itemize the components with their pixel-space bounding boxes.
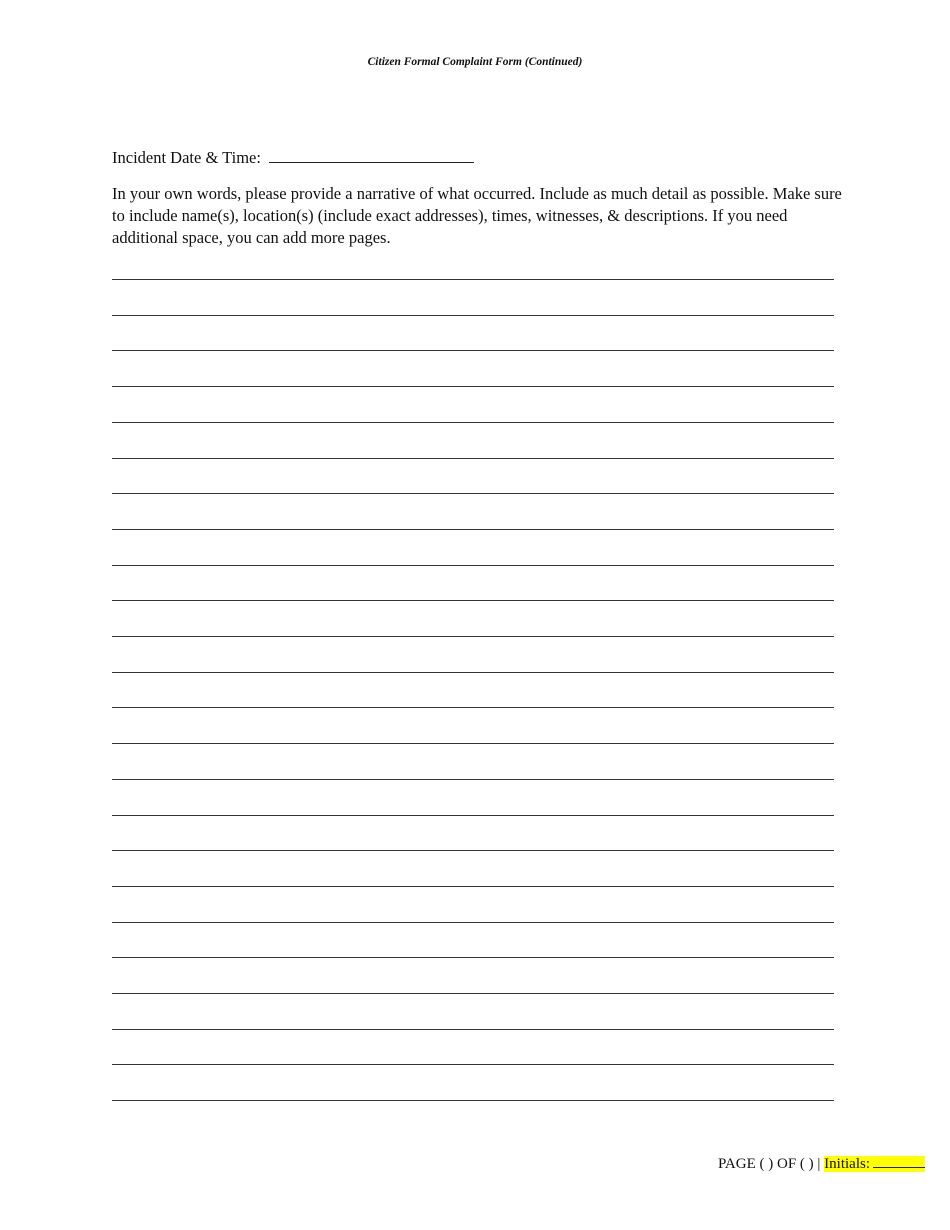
narrative-line[interactable] bbox=[112, 493, 834, 494]
incident-date-time-label: Incident Date & Time: bbox=[112, 148, 261, 167]
narrative-line[interactable] bbox=[112, 957, 834, 958]
page-count-label: PAGE ( ) OF ( ) | bbox=[717, 1156, 821, 1172]
narrative-line[interactable] bbox=[112, 815, 834, 816]
narrative-line[interactable] bbox=[112, 565, 834, 566]
form-header-title: Citizen Formal Complaint Form (Continued) bbox=[367, 56, 583, 68]
narrative-line[interactable] bbox=[112, 743, 834, 744]
narrative-line[interactable] bbox=[112, 1029, 834, 1030]
narrative-line[interactable] bbox=[112, 529, 834, 530]
narrative-line[interactable] bbox=[112, 922, 834, 923]
incident-date-time-blank[interactable] bbox=[269, 148, 474, 163]
narrative-line[interactable] bbox=[112, 993, 834, 994]
narrative-line[interactable] bbox=[112, 1100, 834, 1101]
narrative-line[interactable] bbox=[112, 458, 834, 459]
narrative-line[interactable] bbox=[112, 350, 834, 351]
narrative-line[interactable] bbox=[112, 422, 834, 423]
narrative-line[interactable] bbox=[112, 386, 834, 387]
narrative-line[interactable] bbox=[112, 315, 834, 316]
initials-label: Initials: bbox=[824, 1156, 870, 1172]
initials-field[interactable] bbox=[824, 1156, 925, 1172]
narrative-line[interactable] bbox=[112, 279, 834, 280]
narrative-line[interactable] bbox=[112, 1064, 834, 1065]
narrative-instructions: In your own words, please provide a narrative of what occurred. Include as much detail as possible. Make sure to include name(s), location(s) (include exact addresses), times, witnesses, & descriptions. If you need additional space, you can add more pages. bbox=[112, 184, 842, 247]
initials-blank[interactable] bbox=[873, 1155, 925, 1168]
narrative-line[interactable] bbox=[112, 850, 834, 851]
narrative-line[interactable] bbox=[112, 672, 834, 673]
narrative-line[interactable] bbox=[112, 707, 834, 708]
page-footer bbox=[718, 1155, 925, 1173]
incident-date-time-row bbox=[112, 148, 474, 168]
narrative-line[interactable] bbox=[112, 636, 834, 637]
narrative-line[interactable] bbox=[112, 886, 834, 887]
narrative-line[interactable] bbox=[112, 779, 834, 780]
narrative-line[interactable] bbox=[112, 600, 834, 601]
